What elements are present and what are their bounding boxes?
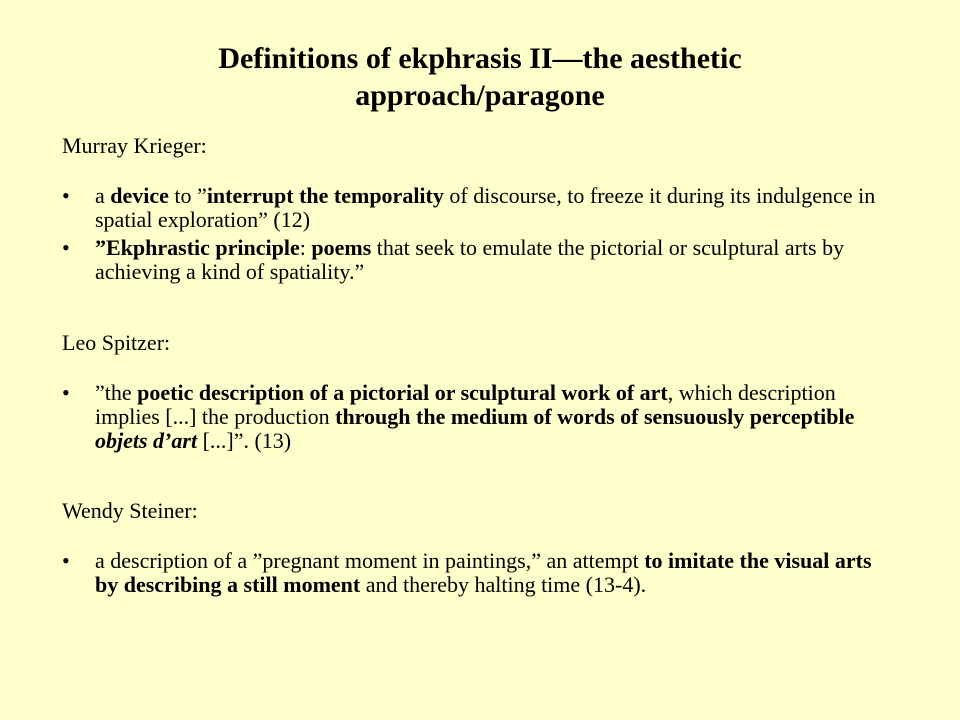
- bullet-item: [62, 549, 892, 597]
- bullet-text: and thereby halting time (13-4).: [360, 572, 647, 597]
- bullet-text: a: [95, 183, 111, 208]
- bullet-text-bold-italic: objets d’art: [95, 428, 198, 453]
- bullet-list-krieger: [62, 184, 892, 284]
- bullet-text: a description of a ”pregnant moment in paintings,” an attempt: [95, 548, 645, 573]
- bullet-text: ”the: [95, 380, 138, 405]
- slide-body: [62, 125, 892, 597]
- bullet-icon: •: [62, 380, 70, 405]
- bullet-text: , which description implies [...] the production: [95, 380, 836, 429]
- bullet-list-steiner: [62, 549, 892, 597]
- bullet-text: of discourse, to freeze it during its indulgence in spatial exploration” (12): [95, 183, 876, 232]
- bullet-text-bold: device: [110, 183, 169, 208]
- bullet-text-bold: ”Ekphrastic principle: [95, 235, 300, 260]
- bullet-text: to ”: [168, 183, 207, 208]
- bullet-item: [62, 184, 892, 232]
- bullet-text: :: [299, 235, 312, 260]
- bullet-item: [62, 381, 892, 453]
- bullet-text: [...]”. (13): [197, 428, 292, 453]
- bullet-item: [62, 236, 892, 284]
- bullet-text-bold: poetic description of a pictorial or sculptural work of art: [137, 380, 668, 405]
- bullet-text-bold: poems: [311, 235, 372, 260]
- section-heading-krieger: Murray Krieger:: [62, 133, 207, 158]
- section-heading-spitzer: Leo Spitzer:: [62, 330, 171, 355]
- slide-title-line-2: approach/paragone: [355, 79, 605, 112]
- section-heading-steiner: Wendy Steiner:: [62, 498, 198, 523]
- slide-title: [80, 40, 880, 114]
- bullet-text-bold: interrupt the temporality: [206, 183, 444, 208]
- slide-title-line-1: Definitions of ekphrasis II—the aesthetic: [218, 42, 742, 75]
- bullet-list-spitzer: [62, 381, 892, 453]
- bullet-text-bold: to imitate the visual arts by describing a still moment: [95, 548, 872, 597]
- bullet-icon: •: [62, 548, 70, 573]
- bullet-icon: •: [62, 235, 70, 260]
- bullet-icon: •: [62, 183, 70, 208]
- bullet-text-bold: through the medium of words of sensuously perceptible: [335, 404, 855, 429]
- bullet-text: that seek to emulate the pictorial or sculptural arts by achieving a kind of spatiality.”: [95, 235, 845, 284]
